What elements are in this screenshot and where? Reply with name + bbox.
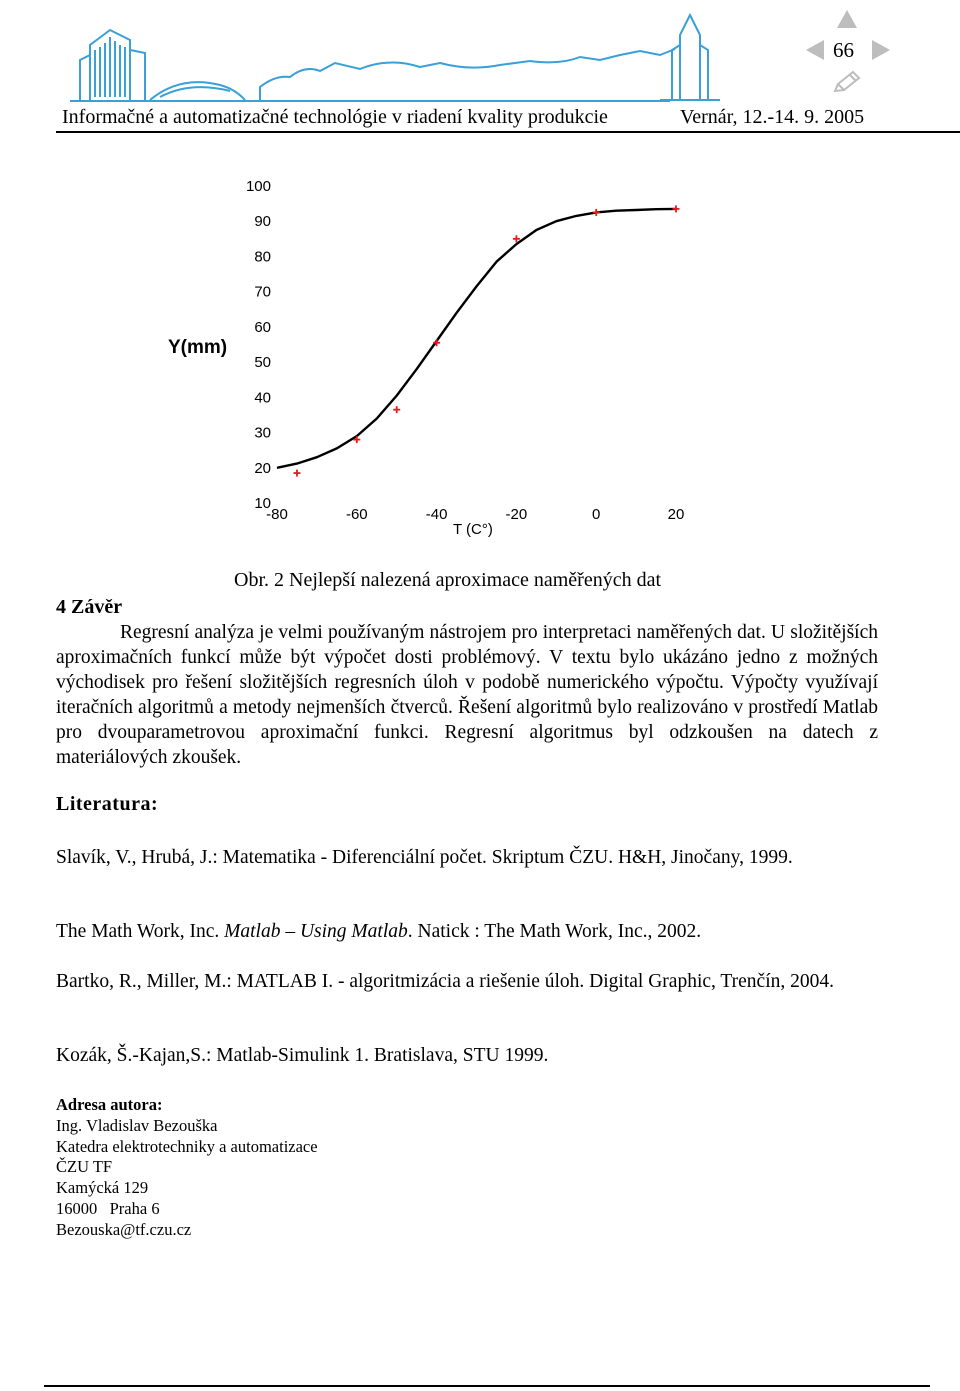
section-body: Regresní analýza je velmi používaným nástrojem pro interpretaci naměřených dat. U složitějších aproximačních funkcí může být výpočet dosti problémový. V textu bylo ukázáno jedno z možných východisek pro řešení složitějších regresních úloh v podobě numerického výpočtu. Výpočty využívají iteračních algoritmů a metody nejmenších čtverců. Řešení algoritmů bylo realizováno v prostředí Matlab pro dvouparametrovou aproximační funkci. Regresní algoritmus byl odzkoušen na datech z materiálových zkoušek. bbox=[56, 622, 878, 768]
header-divider bbox=[56, 131, 960, 133]
conference-building-logo bbox=[60, 5, 720, 105]
sigmoid-fit-chart bbox=[160, 165, 740, 545]
reference-item bbox=[56, 919, 878, 944]
data-point bbox=[393, 406, 400, 413]
reference-title: Matlab – Using Matlab bbox=[224, 921, 408, 942]
address-line: ČZU TF bbox=[56, 1157, 113, 1177]
fit-curve bbox=[277, 209, 676, 468]
address-line: Ing. Vladislav Bezouška bbox=[56, 1115, 218, 1135]
x-tick-label: -20 bbox=[505, 506, 528, 523]
reference-item: Kozák, Š.-Kajan,S.: Matlab-Simulink 1. Bratislava, STU 1999. bbox=[56, 1045, 549, 1066]
arrow-up-icon[interactable] bbox=[837, 10, 857, 28]
footer-divider bbox=[44, 1385, 930, 1387]
address-label: Adresa autora: bbox=[56, 1095, 163, 1114]
figure-caption: Obr. 2 Nejlepší nalezená aproximace naměřených dat bbox=[234, 569, 662, 591]
x-tick-label: -60 bbox=[345, 506, 368, 523]
x-tick-label: -40 bbox=[425, 506, 448, 523]
literature-heading: Literatura: bbox=[56, 793, 159, 815]
author-email-link[interactable]: Bezouska@tf.czu.cz bbox=[56, 1219, 192, 1239]
data-point bbox=[593, 209, 600, 216]
y-tick-label: 100 bbox=[245, 178, 271, 195]
y-tick-label: 30 bbox=[254, 424, 271, 442]
y-tick-label: 70 bbox=[254, 283, 271, 301]
y-axis-label: Y(mm) bbox=[168, 337, 228, 358]
data-point bbox=[293, 470, 300, 477]
x-tick-label: 0 bbox=[592, 506, 601, 523]
chart-axes bbox=[277, 186, 676, 503]
chart-ticks bbox=[246, 178, 684, 523]
header-title: Informačné a automatizačné technológie v riadení kvality produkcie bbox=[62, 106, 608, 128]
section-heading: 4 Závěr bbox=[56, 596, 123, 618]
fit-curve-line bbox=[277, 209, 676, 468]
x-axis-label: T (C°) bbox=[453, 521, 493, 538]
reference-item: Bartko, R., Miller, M.: MATLAB I. - algoritmizácia a riešenie úloh. Digital Graphic, Trenčín, 2004. bbox=[56, 971, 834, 992]
x-tick-label: 20 bbox=[667, 506, 685, 523]
measured-points bbox=[293, 205, 679, 476]
y-tick-label: 50 bbox=[254, 354, 271, 372]
plot-area bbox=[277, 186, 676, 503]
address-line: 16000 Praha 6 bbox=[56, 1198, 160, 1218]
reference-part: . Natick : The Math Work, Inc., 2002. bbox=[407, 921, 702, 942]
reference-item: Slavík, V., Hrubá, J.: Matematika - Diferenciální počet. Skriptum ČZU. H&H, Jinočany, 1999. bbox=[56, 847, 793, 868]
y-tick-label: 10 bbox=[254, 495, 271, 512]
address-line: Kamýcká 129 bbox=[56, 1178, 149, 1198]
reference-part: The Math Work, Inc. bbox=[56, 921, 225, 942]
y-tick-label: 80 bbox=[254, 248, 271, 266]
address-line: Katedra elektrotechniky a automatizace bbox=[56, 1136, 318, 1156]
arrow-right-icon[interactable] bbox=[872, 40, 890, 60]
y-tick-label: 20 bbox=[254, 459, 271, 477]
pencil-icon[interactable] bbox=[832, 70, 862, 94]
y-tick-label: 90 bbox=[254, 213, 271, 231]
y-tick-label: 40 bbox=[254, 389, 271, 407]
data-point bbox=[673, 205, 680, 212]
author-address bbox=[56, 1095, 318, 1241]
x-tick-label: -80 bbox=[266, 506, 288, 523]
header-date: Vernár, 12.-14. 9. 2005 bbox=[680, 106, 865, 128]
page-number: 66 bbox=[833, 38, 854, 62]
y-tick-label: 60 bbox=[254, 318, 271, 336]
arrow-left-icon[interactable] bbox=[806, 40, 824, 60]
